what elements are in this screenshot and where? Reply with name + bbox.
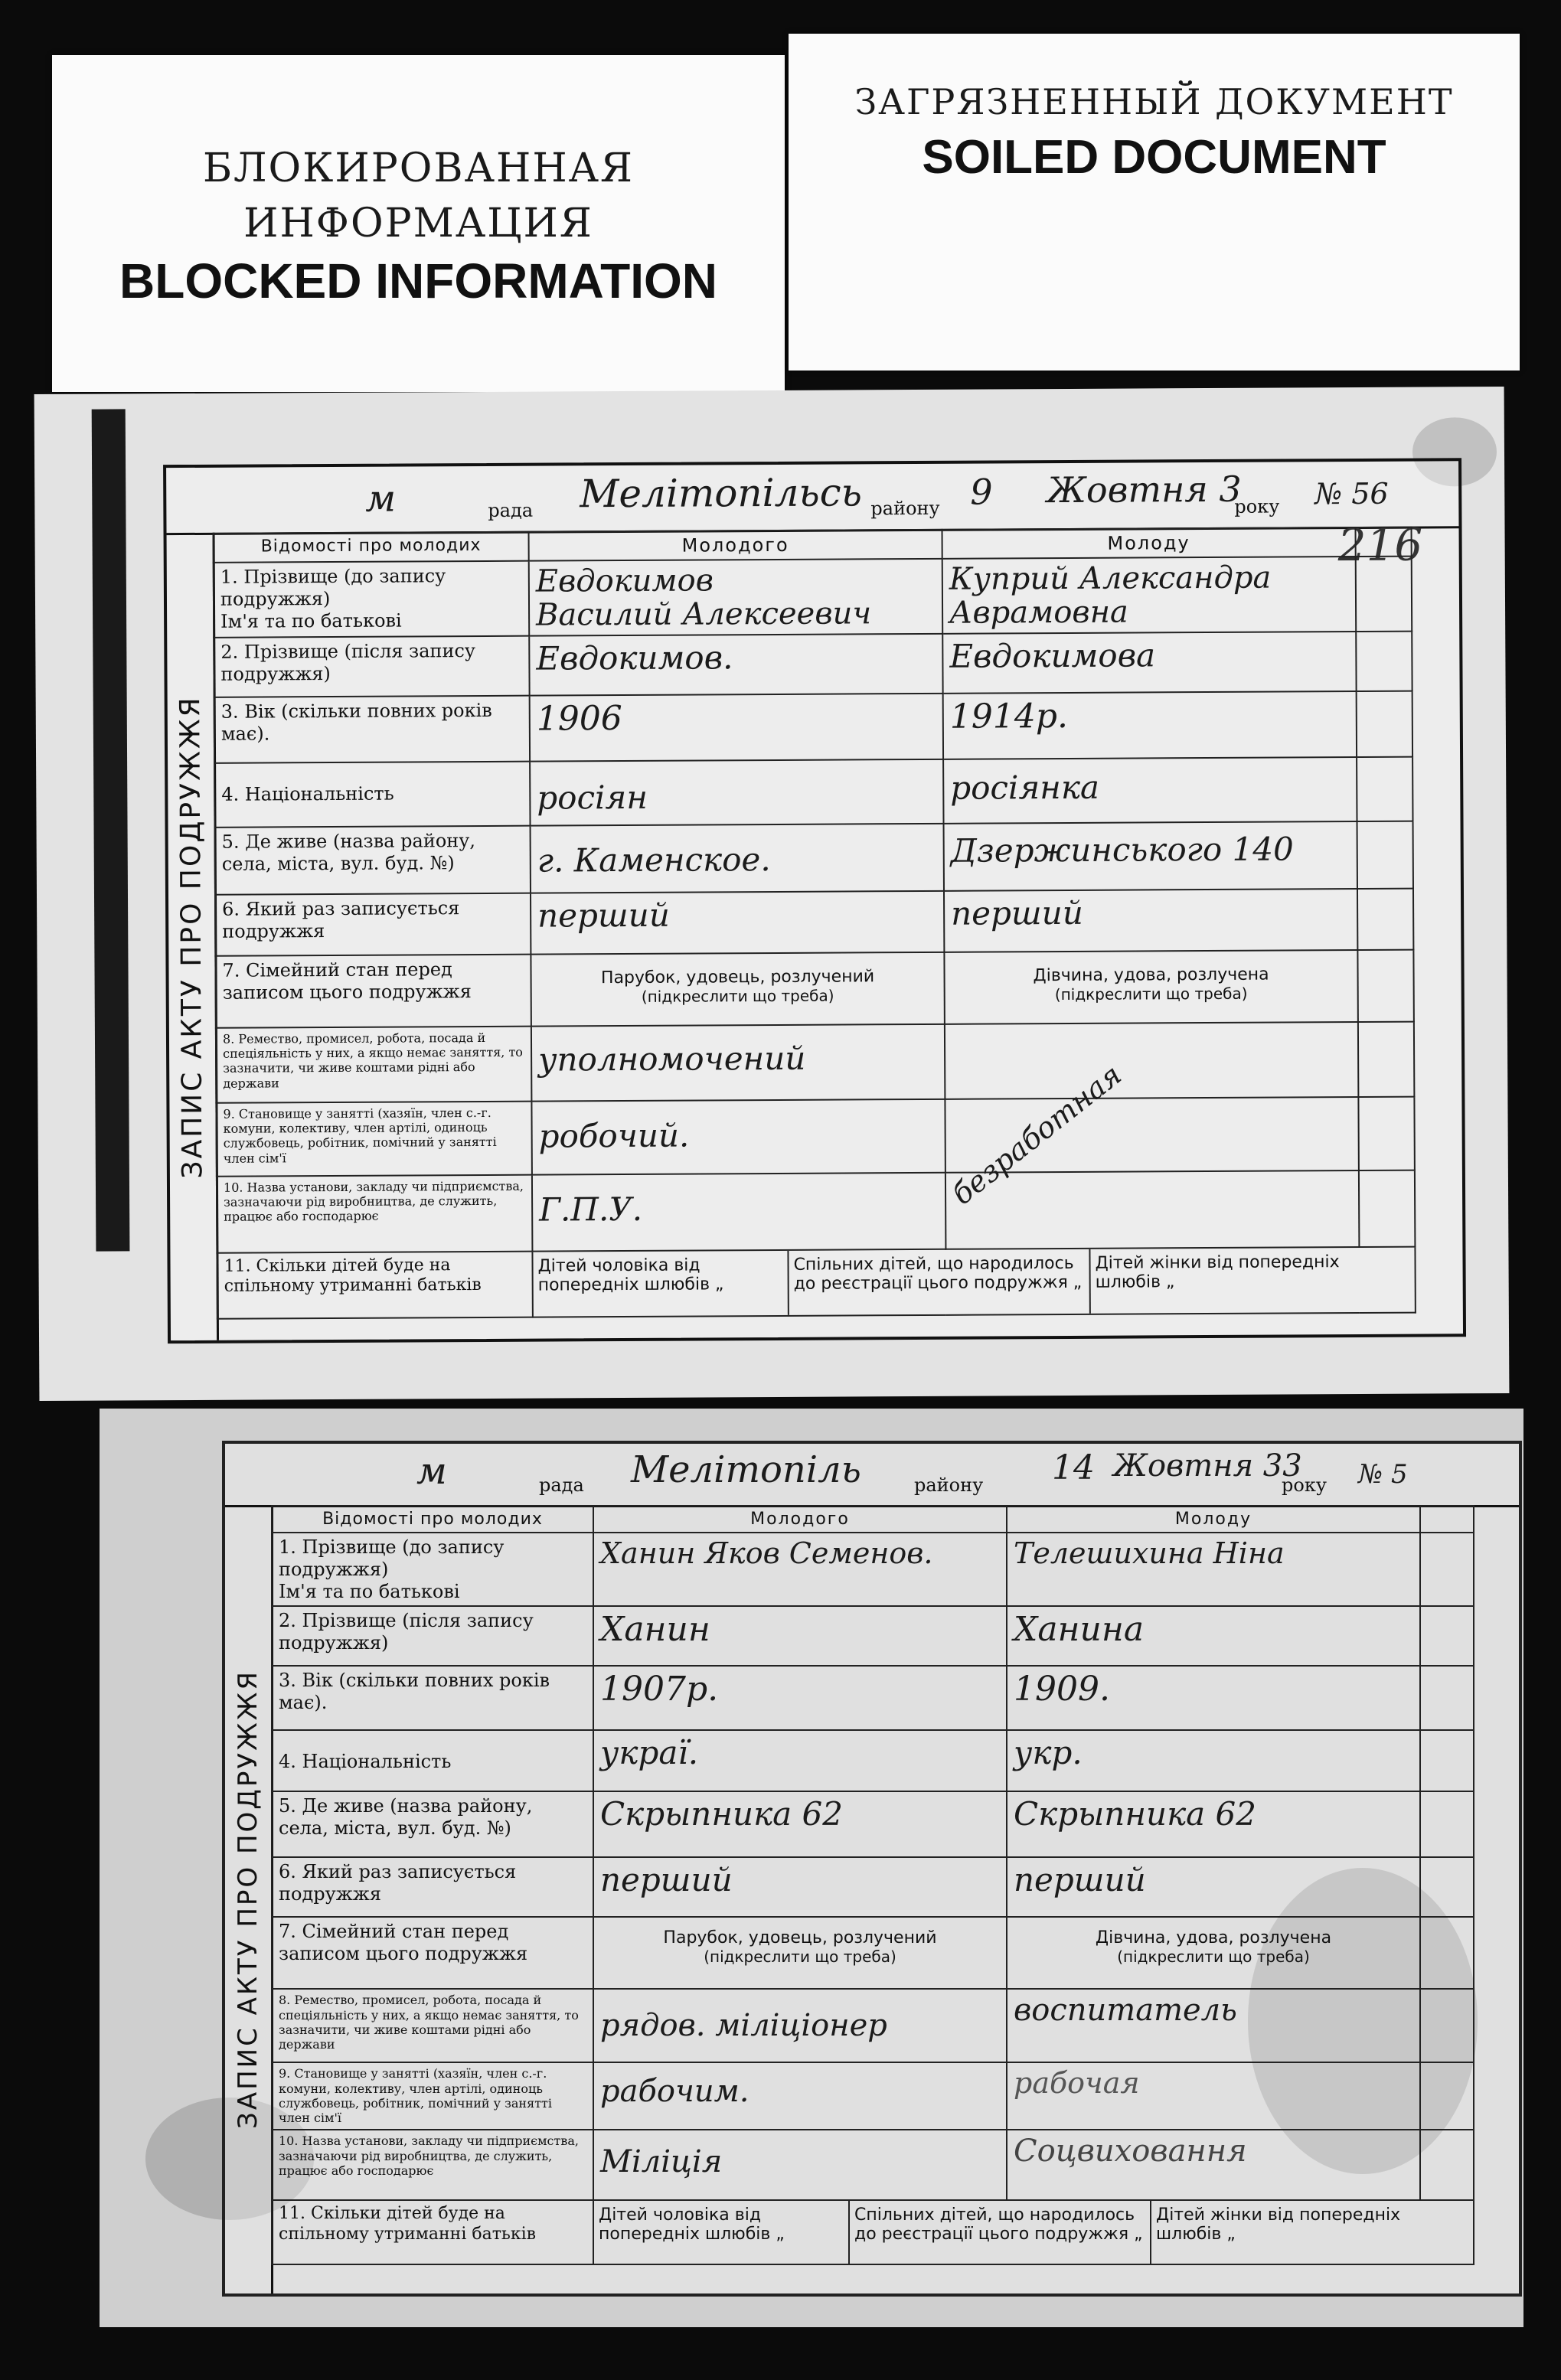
- groom-answer-6: перший: [531, 891, 944, 955]
- bride-answer-1: Куприй Александра Аврамовна: [942, 557, 1357, 634]
- blank-cell: [1357, 691, 1412, 757]
- blank-cell: [1420, 2130, 1474, 2200]
- question-7-2: 7. Сімейний стан перед записом цього подружжя: [272, 1917, 593, 1989]
- children-row: [533, 1248, 1414, 1317]
- form-1-side-title: [167, 533, 220, 1340]
- question-11-2: 11. Скільки дітей буде на спільному утриманні батьків: [272, 2200, 593, 2264]
- col-info-header: Відомості про молодих: [214, 532, 529, 563]
- form-1-word-rayonu: району: [870, 497, 940, 520]
- blank-cell: [1358, 1097, 1415, 1170]
- bride2-answer-3: 1909.: [1007, 1666, 1420, 1730]
- blank-cell: [1420, 1791, 1474, 1857]
- groom-answer-9: робочий.: [531, 1099, 945, 1175]
- blank-cell: [1420, 1917, 1474, 1989]
- form-2-month: Жовтня 33: [1113, 1448, 1302, 1484]
- blank-cell: [1357, 889, 1413, 950]
- blocked-information-label: [52, 55, 785, 392]
- col-bride-header-2: Молоду: [1007, 1506, 1420, 1533]
- form-1-table: [213, 527, 1416, 1320]
- blank-cell: [1420, 1989, 1474, 2062]
- question-5-2: 5. Де живе (назва району, села, міста, вул. буд. №): [272, 1791, 593, 1857]
- groom-marital-status: [531, 952, 944, 1027]
- form-2-table: [271, 1505, 1474, 2265]
- blank-cell: [1356, 632, 1412, 691]
- groom2-answer-10: Міліція: [593, 2130, 1007, 2200]
- bride-marital-options: Дівчина, удова, розлучена: [1033, 965, 1269, 986]
- blank-cell: [1420, 1857, 1474, 1917]
- question-10-2: 10. Назва установи, закладу чи підприємства, зазначаючи рід виробництва, де служить, працює або господарює: [272, 2130, 593, 2200]
- bride-answer-9: безработная: [945, 929, 1314, 1242]
- form-1-word-rada: рада: [488, 499, 534, 521]
- question-8: 8. Ремество, промисел, робота, посада й спеціяльність у них, а якщо немає заняття, то зазначити, чи живе коштами рідні або держави: [216, 1027, 532, 1103]
- form-2-rayon: Мелітопіль: [631, 1448, 861, 1491]
- question-11: 11. Скільки дітей буде на спільному утриманні батьків: [217, 1252, 532, 1319]
- question-3: 3. Вік (скільки повних років має).: [214, 696, 530, 763]
- bride2-marital-status: [1007, 1917, 1420, 1989]
- form-1-month: Жовтня 3: [1047, 468, 1242, 511]
- soiled-document-label: [789, 34, 1520, 371]
- groom2-answer-6: перший: [593, 1857, 1007, 1917]
- question-9-2: 9. Становище у занятті (хазяїн, член с.-г. комуни, колективу, член артілі, одиноць службовець, робітник, помічний у занятті член сім'ї: [272, 2062, 593, 2130]
- bride2-answer-9: рабочая: [1007, 2062, 1420, 2130]
- record-card-1: [34, 387, 1510, 1401]
- form-2-side-title: [225, 1505, 273, 2293]
- question-8-2: 8. Ремество, промисел, робота, посада й спеціяльність у них, а якщо немає заняття, то зазначити, чи живе коштами рідні або держави: [272, 1989, 593, 2062]
- question-6: 6. Який раз записується подружжя: [215, 893, 531, 956]
- groom2-answer-8: рядов. міліціонер: [593, 1989, 1007, 2062]
- children-cell: [532, 1247, 1415, 1317]
- bride2-underline-note: (підкреслити що треба): [1117, 1947, 1310, 1967]
- blocked-label-en: BLOCKED INFORMATION: [119, 253, 717, 309]
- blank-cell: [1359, 1170, 1416, 1247]
- form-2-side-title-text: ЗАПИС АКТУ ПРО ПОДРУЖЖЯ: [233, 1670, 263, 2129]
- blocked-label-ru-line1: БЛОКИРОВАННАЯ: [202, 145, 635, 191]
- groom2-answer-5: Скрыпника 62: [593, 1791, 1007, 1857]
- groom2-marital-status: [593, 1917, 1007, 1989]
- bride-answer-4: росіянка: [943, 757, 1357, 824]
- blank-cell: [1420, 1506, 1474, 1533]
- question-3-2: 3. Вік (скільки повних років має).: [272, 1666, 593, 1730]
- question-2-2: 2. Прізвище (після запису подружжя): [272, 1606, 593, 1666]
- children-common-2: Спільних дітей, що народилось до реєстрації цього подружжя „: [850, 2201, 1151, 2264]
- groom2-answer-3: 1907р.: [593, 1666, 1007, 1730]
- question-2: 2. Прізвище (після запису подружжя): [214, 636, 529, 697]
- blank-cell: [1420, 2062, 1474, 2130]
- col-groom-header: Молодого: [529, 530, 942, 561]
- groom-answer-2: Евдокимов.: [529, 634, 942, 696]
- groom2-marital-options: Парубок, удовець, розлучений: [663, 1928, 937, 1948]
- question-4-2: 4. Національність: [272, 1730, 593, 1791]
- form-1-rayon: Мелітопільсь: [580, 470, 863, 517]
- blocked-label-ru-line2: ИНФОРМАЦИЯ: [243, 201, 593, 246]
- soiled-label-ru: ЗАГРЯЗНЕННЫЙ ДОКУМЕНТ: [854, 81, 1454, 122]
- blank-cell: [1420, 1666, 1474, 1730]
- bride2-answer-4: укр.: [1007, 1730, 1420, 1791]
- question-6-2: 6. Який раз записується подружжя: [272, 1857, 593, 1917]
- bride2-marital-options: Дівчина, удова, розлучена: [1095, 1928, 1332, 1948]
- children-row-2: [594, 2201, 1473, 2264]
- blank-cell: [1420, 1606, 1474, 1666]
- form-1-annotation: 216: [1337, 518, 1423, 572]
- form-2-number: № 5: [1358, 1459, 1408, 1490]
- question-10: 10. Назва установи, закладу чи підприємства, зазначаючи рід виробництва, де служить, працює або господарює: [217, 1175, 533, 1253]
- form-1-side-title-text: ЗАПИС АКТУ ПРО ПОДРУЖЖЯ: [175, 694, 209, 1179]
- bride2-answer-5: Скрыпника 62: [1007, 1791, 1420, 1857]
- blank-cell: [1357, 821, 1413, 889]
- form-2-word-roku: року: [1282, 1474, 1327, 1496]
- groom2-answer-9: рабочим.: [593, 2062, 1007, 2130]
- groom-answer-3: 1906: [530, 694, 943, 762]
- form-1-header: [166, 461, 1458, 535]
- children-wife: Дітей жінки від попередніх шлюбів „: [1095, 1252, 1340, 1292]
- question-4: 4. Національність: [214, 762, 530, 828]
- form-1-place: м: [365, 477, 397, 521]
- children-husband-2: Дітей чоловіка від попередніх шлюбів „: [594, 2201, 850, 2264]
- children-wife-2: Дітей жінки від попередніх шлюбів „: [1156, 2205, 1401, 2245]
- bride2-answer-6: перший: [1007, 1857, 1420, 1917]
- children-common: Спільних дітей, що народилось до реєстрації цього подружжя „: [789, 1249, 1090, 1315]
- form-2-day: 14: [1052, 1448, 1095, 1487]
- bride-answer-2: Евдокимова: [942, 632, 1356, 694]
- groom2-answer-4: украї.: [593, 1730, 1007, 1791]
- blank-cell: [1420, 1533, 1474, 1606]
- marriage-form-2: [222, 1441, 1522, 2297]
- record-card-2: [100, 1409, 1523, 2327]
- bride2-answer-10: Соцвиховання: [1007, 2130, 1420, 2200]
- bride-answer-5: Дзержинського 140: [944, 821, 1357, 891]
- blank-cell: [1420, 1730, 1474, 1791]
- bride2-answer-1: Телешихина Ніна: [1007, 1533, 1420, 1606]
- blank-cell: [1357, 757, 1412, 821]
- groom-marital-options: Парубок, удовець, розлучений: [600, 967, 875, 988]
- bride2-answer-2: Ханина: [1007, 1606, 1420, 1666]
- form-1-word-roku: року: [1234, 495, 1280, 517]
- children-cell-2: [593, 2200, 1474, 2264]
- groom-answer-5: г. Каменское.: [531, 824, 944, 893]
- form-2-header: [225, 1444, 1519, 1507]
- form-2-word-rayonu: району: [914, 1474, 984, 1496]
- binder-strip: [92, 409, 130, 1251]
- col-info-header-2: Відомості про молодих: [272, 1506, 593, 1533]
- question-1: 1. Прізвище (до запису подружжя) Ім'я та по батькові: [214, 561, 530, 638]
- question-1-2: 1. Прізвище (до запису подружжя) Ім'я та по батькові: [272, 1533, 593, 1606]
- question-7: 7. Сімейний стан перед записом цього подружжя: [215, 955, 531, 1028]
- marriage-form-1: [163, 458, 1466, 1343]
- blank-cell: [1356, 557, 1412, 632]
- col-bride-header: Молоду: [942, 527, 1356, 559]
- form-2-word-rada: рада: [539, 1474, 584, 1496]
- groom-answer-8: уполномочений: [531, 1024, 945, 1102]
- children-husband: Дітей чоловіка від попередніх шлюбів „: [533, 1251, 789, 1317]
- groom-answer-4: росіян: [530, 759, 943, 826]
- col-groom-header-2: Молодого: [593, 1506, 1007, 1533]
- bride-answer-3: 1914р.: [943, 691, 1357, 759]
- soiled-label-en: SOILED DOCUMENT: [922, 131, 1386, 184]
- groom2-answer-1: Ханин Яков Семенов.: [593, 1533, 1007, 1606]
- groom2-answer-2: Ханин: [593, 1606, 1007, 1666]
- form-1-day: 9: [970, 471, 993, 513]
- bride2-answer-8: воспитатель: [1007, 1989, 1420, 2062]
- groom2-underline-note: (підкреслити що треба): [704, 1947, 896, 1967]
- blank-cell: [1358, 1022, 1415, 1097]
- groom-underline-note: (підкреслити що треба): [641, 986, 834, 1006]
- groom-answer-1: Евдокимов Василий Алексеевич: [529, 559, 943, 636]
- bride-underline-note: (підкреслити що треба): [1054, 984, 1248, 1004]
- groom-answer-10: Г.П.У.: [532, 1173, 946, 1252]
- form-1-number: № 56: [1314, 476, 1389, 511]
- form-2-place: м: [416, 1450, 447, 1493]
- question-5: 5. Де живе (назва району, села, міста, вул. буд. №): [215, 826, 531, 895]
- blank-cell: [1356, 527, 1412, 557]
- question-9: 9. Становище у занятті (хазяїн, член с.-г. комуни, колективу, член артілі, одиноць службовець, робітник, помічний у занятті член сім'ї: [216, 1102, 531, 1177]
- blank-cell: [1357, 950, 1413, 1022]
- bride-answer-6: перший: [944, 889, 1357, 952]
